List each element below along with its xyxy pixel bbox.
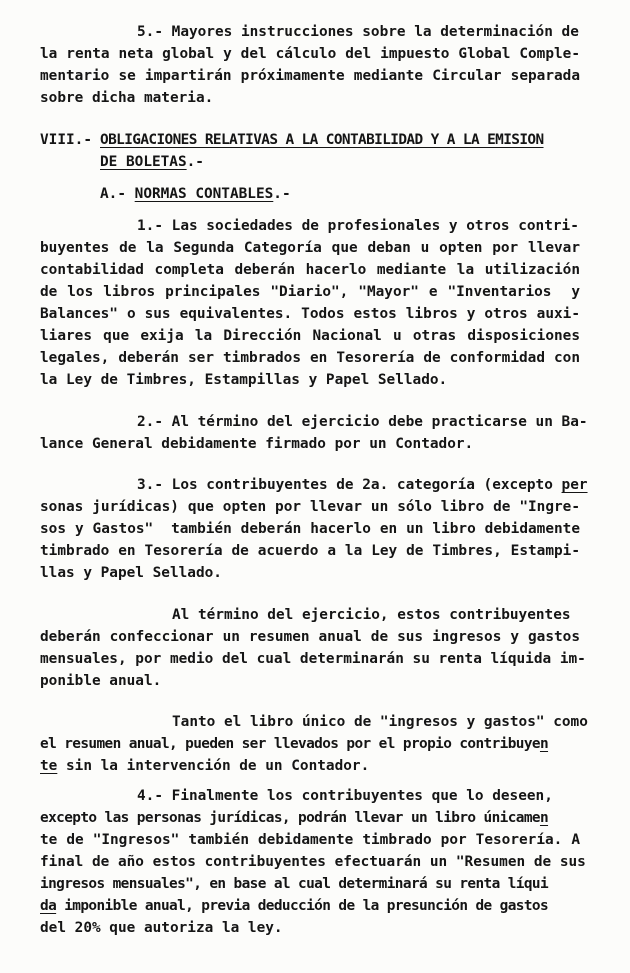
item-4-line-5 — [40, 874, 548, 894]
item-3-book-line-1: Tanto el libro único de "ingresos y gastos" como — [172, 714, 588, 730]
item-2-line-1: 2.- Al término del ejercicio debe practicarse un Ba- — [137, 414, 588, 430]
item-1-line-1: 1.- Las sociedades de profesionales y otros contri- — [137, 218, 579, 234]
section-viii-title-suffix: .- — [186, 154, 204, 170]
item-3-book-line-3 — [40, 756, 369, 776]
item-3-book-line-3-text: sin la intervención de un Contador. — [57, 758, 370, 774]
item-3-line-1 — [137, 475, 588, 495]
item-1-line-6: liares que exija la Dirección Nacional u otras disposiciones — [40, 328, 580, 344]
item-3-line-3: sos y Gastos" también deberán hacerlo en un libro debidamente — [40, 521, 580, 537]
item-2-line-2: lance General debidamente firmado por un Contador. — [40, 436, 474, 452]
item-3-annual-line-4: ponible anual. — [40, 673, 162, 689]
item-3-book-line-2 — [40, 734, 548, 754]
item-3-annual-line-1: Al término del ejercicio, estos contribuyentes — [172, 607, 571, 623]
item-3-annual-line-2: deberán confeccionar un resumen anual de sus ingresos y gastos — [40, 629, 580, 645]
section-viii-title-line-1: OBLIGACIONES RELATIVAS A LA CONTABILIDAD Y A LA EMISION — [100, 132, 544, 148]
item-4-line-6 — [40, 896, 548, 916]
item-4-line-4: final de año estos contribuyentes efectuarán un "Resumen de sus — [40, 854, 586, 870]
item-1-line-4: de los libros principales "Diario", "Mayor" e "Inventarios y — [40, 284, 580, 300]
subsection-a-label: A.- — [100, 186, 126, 202]
item-3-line-5: llas y Papel Sellado. — [40, 565, 222, 581]
item-3-line-4: timbrado en Tesorería de acuerdo a la Ley de Timbres, Estampi- — [40, 543, 580, 559]
item-1-line-8: la Ley de Timbres, Estampillas y Papel Sellado. — [40, 372, 448, 388]
paragraph-5-line-3: mentario se impartirán próximamente mediante Circular separada — [40, 68, 580, 84]
paragraph-5-line-4: sobre dicha materia. — [40, 90, 214, 106]
item-4-line-3: te de "Ingresos" también debidamente timbrado por Tesorería. A — [40, 832, 580, 848]
section-viii-title-line-2 — [100, 152, 204, 172]
item-4-line-1: 4.- Finalmente los contribuyentes que lo deseen, — [137, 788, 553, 804]
item-1-line-2: buyentes de la Segunda Categoría que deban u opten por llevar — [40, 240, 580, 256]
section-viii-numeral: VIII.- — [40, 132, 92, 148]
item-3-annual-line-3: mensuales, por medio del cual determinarán su renta líquida im- — [40, 651, 586, 667]
item-4-line-2-underlined: n — [539, 810, 549, 826]
item-1-line-7: legales, deberán ser timbrados en Tesorería de conformidad con — [40, 350, 580, 366]
item-3-line-1-text: 3.- Los contribuyentes de 2a. categoría (excepto — [137, 477, 562, 493]
item-3-book-line-2-underlined: n — [539, 736, 549, 752]
item-3-line-1-underlined: per — [561, 477, 588, 493]
subsection-a-title-suffix: .- — [273, 186, 291, 202]
item-3-book-line-2-text: el resumen anual, pueden ser llevados por el propio contribuye — [40, 736, 540, 752]
subsection-a-title: NORMAS CONTABLES — [134, 186, 274, 202]
item-3-book-line-3-underlined: te — [40, 758, 58, 774]
item-4-line-5-text: ingresos mensuales", en base al cual determinará su renta líqui — [40, 876, 549, 892]
item-4-line-2 — [40, 808, 548, 828]
item-4-line-2-text: excepto las personas jurídicas, podrán llevar un libro únicame — [40, 810, 540, 826]
item-1-line-3: contabilidad completa deberán hacerlo mediante la utilización — [40, 262, 580, 278]
item-4-line-6-text: imponible anual, previa deducción de la presunción de gastos — [56, 898, 549, 914]
subsection-a-heading — [100, 184, 291, 204]
item-1-line-5: Balances" o sus equivalentes. Todos estos libros y otros auxi- — [40, 306, 580, 322]
section-viii-title-line-2-text: DE BOLETAS — [100, 154, 187, 170]
item-4-line-7: del 20% que autoriza la ley. — [40, 920, 283, 936]
item-3-line-2: sonas jurídicas) que opten por llevar un sólo libro de "Ingre- — [40, 499, 580, 515]
paragraph-5-line-2: la renta neta global y del cálculo del impuesto Global Comple- — [40, 46, 580, 62]
paragraph-5-line-1: 5.- Mayores instrucciones sobre la determinación de — [137, 24, 579, 40]
item-4-line-6-underlined: da — [40, 898, 57, 914]
